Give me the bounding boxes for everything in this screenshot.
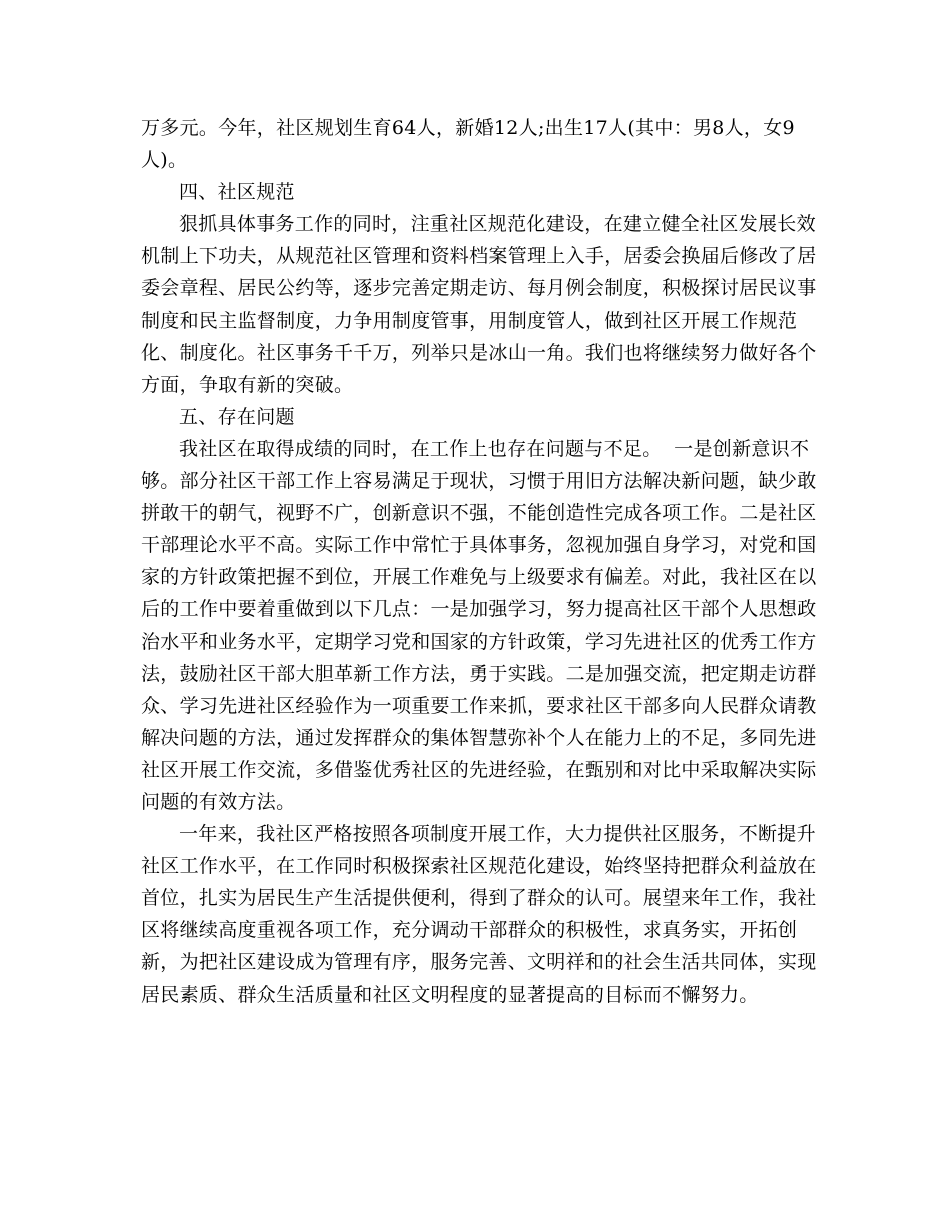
paragraph-standardization: 狠抓具体事务工作的同时，注重社区规范化建设，在建立健全社区发展长效机制上下功夫，从规范社区管理和资料档案管理上入手，居委会换届后修改了居委会章程、居民公约等，逐步完善定期走访、每月例会制度，积极探讨居民议事制度和民主监督制度，力争用制度管事，用制度管人，做到社区开展工作规范化、制度化。社区事务千千万，列举只是冰山一角。我们也将继续努力做好各个方面，争取有新的突破。 (141, 213, 817, 396)
section-heading-standardization: 四、社区规范 (179, 181, 295, 204)
paragraph-problems: 我社区在取得成绩的同时，在工作上也存在问题与不足。 一是创新意识不够。部分社区干部工作上容易满足于现状，习惯于用旧方法解决新问题，缺少敢拼敢干的朝气，视野不广，创新意识不强，不能创造性完成各项工作。二是社区干部理论水平不高。实际工作中常忙于具体事务，忽视加强自身学习，对党和国家的方针政策把握不到位，开展工作难免与上级要求有偏差。对此，我社区在以后的工作中要着重做到以下几点：一是加强学习，努力提高社区干部个人思想政治水平和业务水平，定期学习党和国家的方针政策，学习先进社区的优秀工作方法，鼓励社区干部大胆革新工作方法，勇于实践。二是加强交流，把定期走访群众、学习先进社区经验作为一项重要工作来抓，要求社区干部多向人民群众请教解决问题的方法，通过发挥群众的集体智慧弥补个人在能力上的不足，多同先进社区开展工作交流，多借鉴优秀社区的先进经验，在甄别和对比中采取解决实际问题的有效方法。 (141, 437, 817, 813)
document-body (141, 112, 821, 1011)
paragraph-continuation: 万多元。今年，社区规划生育64人，新婚12人;出生17人(其中：男8人，女9人)。 (141, 117, 795, 172)
section-heading-problems: 五、存在问题 (179, 405, 295, 428)
paragraph-conclusion: 一年来，我社区严格按照各项制度开展工作，大力提供社区服务，不断提升社区工作水平，在工作同时积极探索社区规范化建设，始终坚持把群众利益放在首位，扎实为居民生产生活提供便利，得到了群众的认可。展望来年工作，我社区将继续高度重视各项工作，充分调动干部群众的积极性，求真务实，开拓创新，为把社区建设成为管理有序，服务完善、文明祥和的社会生活共同体，实现居民素质、群众生活质量和社区文明程度的显著提高的目标而不懈努力。 (141, 823, 817, 1006)
